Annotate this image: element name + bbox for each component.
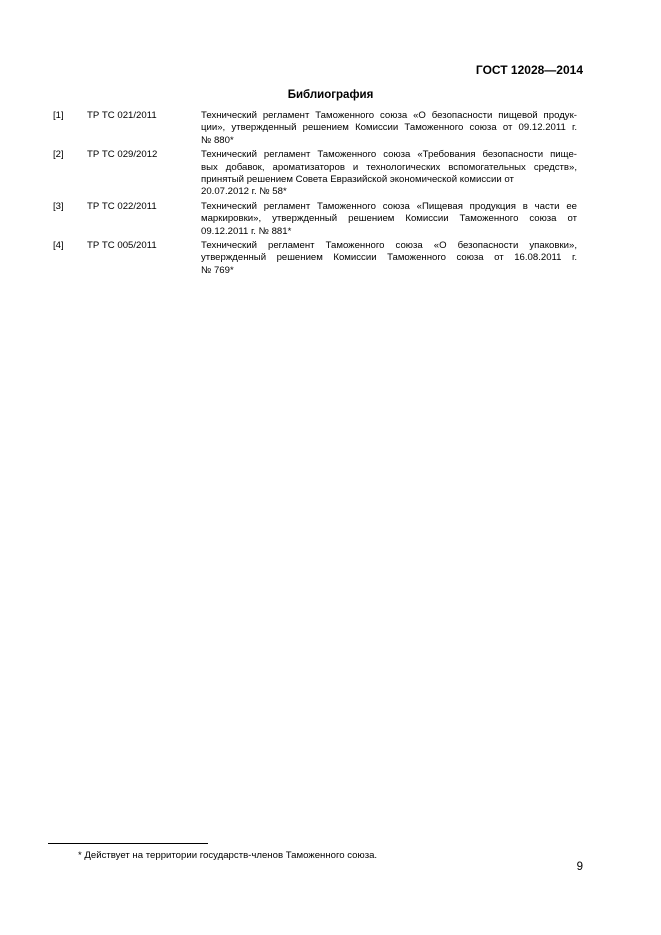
entry-text-line: Технический регламент Таможенного союза «О безопасности пищевой продук- [201, 110, 577, 121]
entry-text [201, 110, 577, 147]
entry-text-line: ции», утвержденный решением Комиссии Таможенного союза от 09.12.2011 г. [201, 122, 577, 134]
entry-number: [4] [53, 240, 64, 252]
entry-code: ТР ТС 021/2011 [87, 110, 157, 121]
entry-text-line: принятый решением Совета Евразийской экономической комиссии от [201, 174, 514, 186]
document-code: ГОСТ 12028—2014 [475, 63, 583, 77]
footnote-divider [48, 843, 208, 844]
entry-text-line: утвержденный решением Комиссии Таможенного союза от 16.08.2011 г. [201, 252, 577, 264]
entry-text [201, 149, 577, 199]
entry-text-line: Технический регламент Таможенного союза «О безопасности упаковки», [201, 240, 577, 252]
entry-text-line: 09.12.2011 г. № 881* [201, 225, 292, 237]
bibliography-entry [53, 240, 577, 277]
entry-text-line: № 880* [201, 134, 234, 146]
entry-text-line: Технический регламент Таможенного союза «Требования безопасности пище- [201, 149, 577, 161]
entry-code: ТР ТС 022/2011 [87, 200, 157, 212]
entry-code: ТР ТС 029/2012 [87, 149, 158, 161]
entry-number: [2] [53, 149, 64, 161]
entry-code: ТР ТС 005/2011 [87, 240, 157, 252]
entry-text-line: маркировки», утвержденный решением Комиссии Таможенного союза от [201, 213, 577, 225]
entry-number: [3] [53, 200, 64, 212]
entry-text-line: Технический регламент Таможенного союза «Пищевая продукция в части ее [201, 200, 577, 212]
entry-number: [1] [53, 110, 64, 121]
page-title: Библиография [287, 89, 374, 101]
entry-text [201, 240, 577, 277]
entry-text [201, 201, 577, 238]
footnote: * Действует на территории государств-членов Таможенного союза. [78, 850, 378, 861]
bibliography-list [53, 110, 577, 279]
bibliography-entry [53, 201, 577, 238]
bibliography-entry [53, 149, 577, 199]
page-number: 9 [576, 861, 583, 873]
bibliography-entry [53, 110, 577, 147]
entry-text-line: 20.07.2012 г. № 58* [201, 186, 287, 198]
entry-text-line: № 769* [201, 264, 234, 276]
entry-text-line: вых добавок, ароматизаторов и технологических вспомогательных средств», [201, 161, 577, 173]
